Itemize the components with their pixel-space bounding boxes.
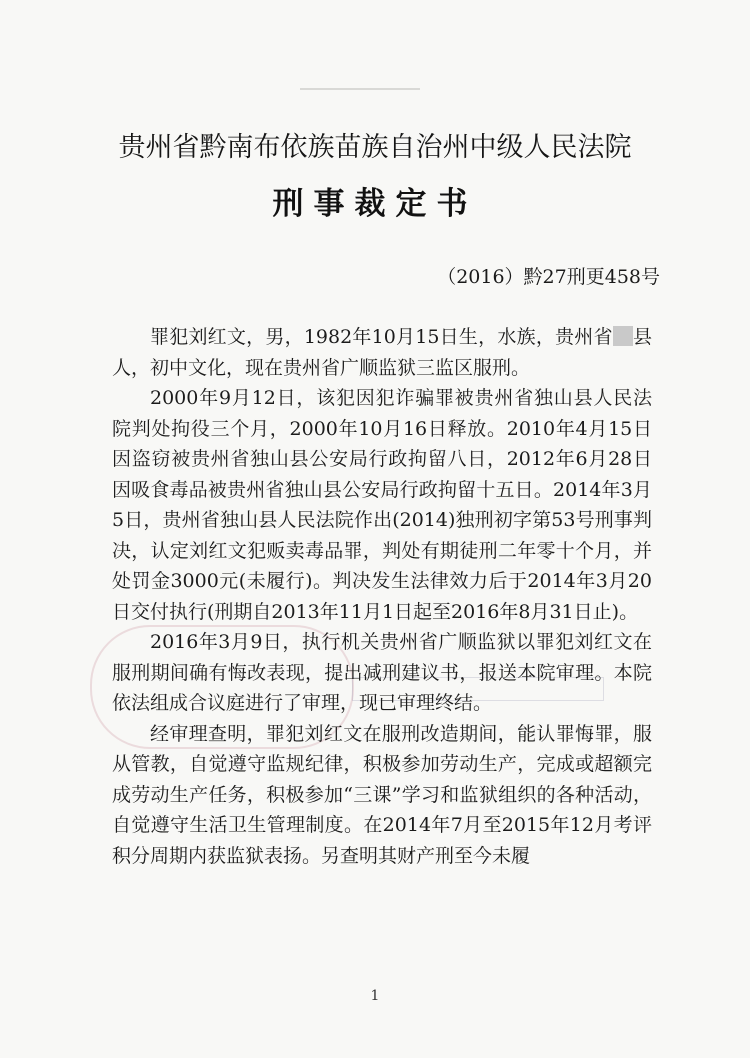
scan-artifact bbox=[300, 88, 420, 90]
document-title: 刑事裁定书 bbox=[272, 186, 478, 222]
redaction-mark bbox=[613, 326, 633, 346]
paragraph-commutation-proposal: 2016年3月9日，执行机关贵州省广顺监狱以罪犯刘红文在服刑期间确有悔改表现，提出减刑建议书，报送本院审理。本院依法组成合议庭进行了审理，现已审理终结。 bbox=[112, 631, 652, 714]
document-number: （2016）黔27刑更458号 bbox=[437, 266, 660, 288]
paragraph-text: 罪犯刘红文，男，1982年10月15日生，水族，贵州省 bbox=[150, 326, 613, 348]
document-body bbox=[112, 322, 652, 871]
court-name: 贵州省黔南布依族苗族自治州中级人民法院 bbox=[118, 132, 632, 163]
paragraph-criminal-info bbox=[112, 322, 652, 383]
paragraph-text: 县人，初中文化，现在贵州省广顺监狱三监区服刑。 bbox=[112, 326, 652, 379]
paragraph-findings: 经审理查明，罪犯刘红文在服刑改造期间，能认罪悔罪，服从管教，自觉遵守监规纪律，积极参加劳动生产，完成或超额完成劳动生产任务，积极参加“三课”学习和监狱组织的各种活动，自觉遵守生活卫生管理制度。在2014年7月至2015年12月考评积分周期内获监狱表扬。另查明其财产刑至今未履 bbox=[112, 722, 652, 867]
paragraph-criminal-history: 2000年9月12日，该犯因犯诈骗罪被贵州省独山县人民法院判处拘役三个月，2000年10月16日释放。2010年4月15日因盗窃被贵州省独山县公安局行政拘留八日，2012年6月28日因吸食毒品被贵州省独山县公安局行政拘留十五日。2014年3月5日，贵州省独山县人民法院作出(2014)独刑初字第53号刑事判决，认定刘红文犯贩卖毒品罪，判处有期徒刑二年零十个月，并处罚金3000元(未履行)。判决发生法律效力后于2014年3月20日交付执行(刑期自2013年11月1日起至2016年8月31日止)。 bbox=[112, 387, 652, 623]
page-number: 1 bbox=[370, 988, 380, 1004]
